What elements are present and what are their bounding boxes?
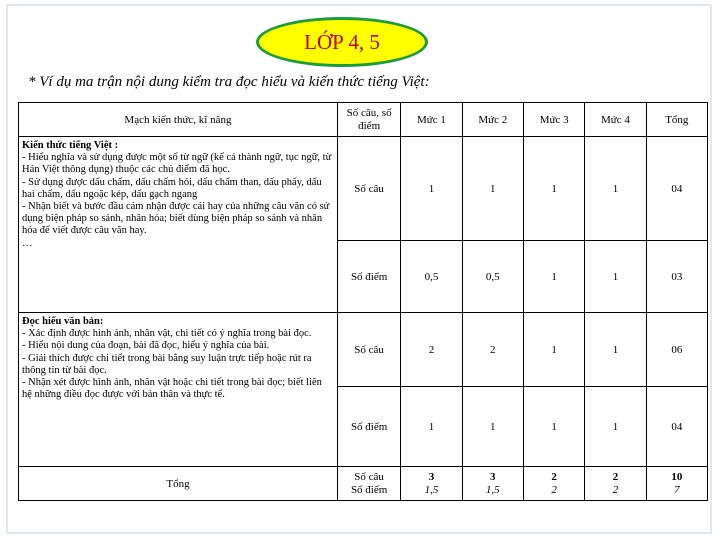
cell-level-2: 1 bbox=[462, 137, 523, 241]
row-type: Số câu bbox=[337, 137, 400, 241]
cell-level-3: 1 bbox=[523, 137, 584, 241]
table-row bbox=[19, 313, 708, 387]
total-questions: 3 bbox=[428, 470, 435, 483]
total-level-4 bbox=[585, 467, 646, 501]
total-row bbox=[19, 467, 708, 501]
skill-line: - Hiểu nội dung của đoạn, bài đã đọc, hiểu ý nghĩa của bài. bbox=[22, 340, 270, 352]
cell-level-2: 2 bbox=[462, 313, 523, 387]
total-points: 7 bbox=[674, 483, 680, 496]
skill-line: - Nhận biết và bước đầu cảm nhận được cái hay của những câu văn có sử dụng biện pháp so sánh, nhân hóa; biết dùng biện pháp so sánh và nhân hóa để viết được câu văn hay. bbox=[22, 201, 330, 237]
skill-title: Đọc hiểu văn bản: bbox=[22, 316, 104, 327]
header-level-4: Mức 4 bbox=[585, 103, 646, 137]
cell-level-4: 1 bbox=[585, 241, 646, 313]
skill-line: - Hiểu nghĩa và sử dụng được một số từ ngữ (kể cả thành ngữ, tục ngữ, từ Hán Việt thông dụng) thuộc các chủ điểm đã học. bbox=[22, 152, 332, 176]
test-matrix-table bbox=[18, 102, 708, 501]
total-questions: 10 bbox=[671, 470, 683, 483]
skill-line: - Giải thích được chi tiết trong bài bằng suy luận trực tiếp hoặc rút ra thông tin từ bài đọc. bbox=[22, 352, 312, 376]
cell-level-1: 1 bbox=[401, 137, 462, 241]
total-type-questions: Số câu bbox=[354, 470, 384, 483]
cell-total: 04 bbox=[646, 137, 707, 241]
cell-level-2: 0,5 bbox=[462, 241, 523, 313]
total-points: 2 bbox=[551, 483, 557, 496]
header-type: Số câu, số điểm bbox=[337, 103, 400, 137]
skill-line: - Sử dụng được dấu chấm, dấu chấm hỏi, dấu chấm than, dấu phẩy, dấu hai chấm, dấu ngoặc kép, dấu gạch ngang bbox=[22, 176, 322, 200]
cell-level-1: 2 bbox=[401, 313, 462, 387]
table-row bbox=[19, 137, 708, 241]
header-level-1: Mức 1 bbox=[401, 103, 462, 137]
total-level-3 bbox=[523, 467, 584, 501]
cell-level-1: 0,5 bbox=[401, 241, 462, 313]
total-questions: 2 bbox=[612, 470, 619, 483]
cell-total: 04 bbox=[646, 387, 707, 467]
cell-level-3: 1 bbox=[523, 241, 584, 313]
total-questions: 2 bbox=[551, 470, 557, 483]
skill-line: … bbox=[22, 237, 33, 249]
cell-level-1: 1 bbox=[401, 387, 462, 467]
skill-description-reading bbox=[19, 313, 338, 467]
total-label: Tổng bbox=[19, 467, 338, 501]
row-type: Số câu bbox=[337, 313, 400, 387]
total-level-1 bbox=[401, 467, 462, 501]
total-points: 1,5 bbox=[424, 483, 439, 496]
total-grand bbox=[646, 467, 707, 501]
total-points: 1,5 bbox=[485, 483, 500, 496]
header-skill: Mạch kiến thức, kĩ năng bbox=[19, 103, 338, 137]
cell-level-3: 1 bbox=[523, 387, 584, 467]
title-badge bbox=[256, 17, 428, 67]
skill-line: - Xác định được hình ảnh, nhân vật, chi tiết có ý nghĩa trong bài đọc. bbox=[22, 328, 312, 340]
header-row bbox=[19, 103, 708, 137]
cell-level-3: 1 bbox=[523, 313, 584, 387]
cell-level-4: 1 bbox=[585, 387, 646, 467]
page-title: LỚP 4, 5 bbox=[304, 29, 380, 54]
skill-title: Kiến thức tiếng Việt : bbox=[22, 140, 119, 151]
skill-description-vietnamese bbox=[19, 137, 338, 313]
cell-total: 06 bbox=[646, 313, 707, 387]
total-type-points: Số điểm bbox=[350, 483, 388, 496]
skill-line: - Nhận xét được hình ảnh, nhân vật hoặc chi tiết trong bài đọc; biết liên hệ những điều đọc được với bản thân và thực tế. bbox=[22, 377, 322, 401]
header-level-3: Mức 3 bbox=[523, 103, 584, 137]
total-points: 2 bbox=[612, 483, 619, 496]
cell-level-4: 1 bbox=[585, 313, 646, 387]
total-questions: 3 bbox=[490, 470, 496, 483]
row-type: Số điểm bbox=[337, 387, 400, 467]
header-total: Tổng bbox=[646, 103, 707, 137]
row-type: Số điểm bbox=[337, 241, 400, 313]
page-subtitle: * Ví dụ ma trận nội dung kiểm tra đọc hiểu và kiến thức tiếng Việt: bbox=[28, 74, 430, 90]
cell-total: 03 bbox=[646, 241, 707, 313]
cell-level-4: 1 bbox=[585, 137, 646, 241]
cell-level-2: 1 bbox=[462, 387, 523, 467]
total-row-type bbox=[337, 467, 400, 501]
total-level-2 bbox=[462, 467, 523, 501]
header-level-2: Mức 2 bbox=[462, 103, 523, 137]
